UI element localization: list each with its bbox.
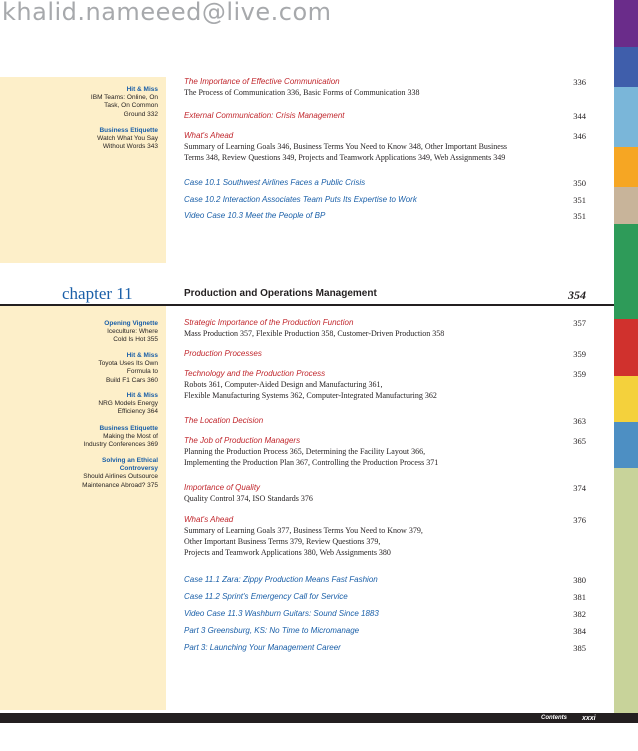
color-tab-3 — [614, 87, 638, 147]
color-tab-9 — [614, 422, 638, 468]
color-tab-1 — [614, 0, 638, 47]
toc-entry-page: 363 — [573, 416, 586, 426]
toc-entry-heading: Video Case 10.3 Meet the People of BP 351 — [184, 211, 586, 221]
sidebar-feature — [0, 457, 158, 490]
sidebar-feature-line: NRG Models Energy — [98, 400, 158, 408]
toc-entry[interactable] — [184, 483, 586, 504]
toc-entry-page: 359 — [573, 369, 586, 379]
toc-entry-topics: Implementing the Production Plan 367, Controlling the Production Process 371 — [184, 458, 439, 467]
sidebar-feature — [0, 352, 158, 385]
toc-entry-page: 381 — [573, 592, 586, 602]
sidebar-feature-line: Maintenance Abroad? 375 — [82, 481, 158, 489]
sidebar-feature-line: Ground 332 — [123, 110, 158, 118]
toc-entry-topics: Terms 348, Review Questions 349, Projects and Teamwork Applications 349, Web Assignments 349 — [184, 153, 506, 162]
sidebar-feature-heading: Business Etiquette — [99, 127, 158, 134]
sidebar-feature — [0, 320, 158, 345]
toc-entry-heading: Importance of Quality 374 — [184, 483, 586, 493]
toc-entry-page: 376 — [573, 515, 586, 525]
toc-entry-topics: Quality Control 374, ISO Standards 376 — [184, 494, 313, 503]
toc-entry-heading: External Communication: Crisis Management 344 — [184, 111, 586, 121]
sidebar-feature — [0, 127, 158, 152]
sidebar-feature-heading: Hit & Miss — [126, 86, 158, 93]
color-tab-10 — [614, 468, 638, 713]
toc-entry-page: 384 — [573, 626, 586, 636]
color-tab-7 — [614, 319, 638, 376]
sidebar-feature-line: Watch What You Say — [97, 135, 158, 143]
toc-entry[interactable] — [184, 626, 586, 636]
toc-entry-page: 385 — [573, 643, 586, 653]
toc-entry-page: 359 — [573, 349, 586, 359]
toc-entry-page: 382 — [573, 609, 586, 619]
toc-entry-page: 365 — [573, 436, 586, 446]
sidebar-feature-heading: Solving an Ethical — [102, 457, 158, 464]
toc-entry-topics: Flexible Manufacturing Systems 362, Computer-Integrated Manufacturing 362 — [184, 391, 437, 400]
toc-entry-heading: Case 11.1 Zara: Zippy Production Means Fast Fashion 380 — [184, 575, 586, 585]
chapter-title[interactable] — [184, 288, 586, 302]
sidebar-feature — [0, 425, 158, 450]
color-tab-2 — [614, 47, 638, 87]
toc-entry-page: 374 — [573, 483, 586, 493]
footer-contents-label: Contents — [541, 715, 567, 721]
toc-entry-heading: Part 3 Greensburg, KS: No Time to Micromanage 384 — [184, 626, 586, 636]
chapter-page: 354 — [568, 288, 586, 302]
toc-entry[interactable] — [184, 111, 586, 121]
sidebar-feature-heading: Business Etiquette — [99, 425, 158, 432]
sidebar-feature-line: Efficiency 364 — [117, 408, 158, 416]
toc-entry[interactable] — [184, 318, 586, 339]
toc-entry-topics: Other Important Business Terms 379, Review Questions 379, — [184, 537, 381, 546]
toc-entry-topics: Summary of Learning Goals 346, Business Terms You Need to Know 348, Other Important Business — [184, 142, 508, 151]
email-watermark: khalid.nameeed@live.com — [2, 0, 332, 26]
sidebar-feature-line: Build F1 Cars 360 — [105, 376, 158, 384]
toc-entry-heading: Case 10.1 Southwest Airlines Faces a Public Crisis 350 — [184, 178, 586, 188]
chapter-label: chapter 11 — [62, 284, 133, 303]
toc-entry-topics: Mass Production 357, Flexible Production 358, Customer-Driven Production 358 — [184, 329, 445, 338]
toc-entry[interactable] — [184, 592, 586, 602]
toc-entry-page: 380 — [573, 575, 586, 585]
toc-entry-topics: Summary of Learning Goals 377, Business Terms You Need to Know 379, — [184, 526, 423, 535]
toc-entry-heading: Strategic Importance of the Production Function 357 — [184, 318, 586, 328]
sidebar-feature-heading: Hit & Miss — [126, 392, 158, 399]
toc-entry-page: 351 — [573, 195, 586, 205]
toc-entry-page: 357 — [573, 318, 586, 328]
toc-entry[interactable] — [184, 77, 586, 98]
sidebar-feature-line: Iceculture: Where — [107, 328, 158, 336]
sidebar-feature-line: Task, On Common — [104, 102, 158, 110]
toc-entry-heading: Production Processes 359 — [184, 349, 586, 359]
toc-entry-topics: Robots 361, Computer-Aided Design and Manufacturing 361, — [184, 380, 383, 389]
toc-entry-topics: Projects and Teamwork Applications 380, Web Assignments 380 — [184, 548, 391, 557]
toc-entry[interactable] — [184, 211, 586, 221]
toc-entry[interactable] — [184, 416, 586, 426]
sidebar-feature-line: Formula to — [126, 368, 158, 376]
footer-page-number: xxxi — [582, 715, 596, 722]
color-tab-8 — [614, 376, 638, 422]
toc-entry-heading: Case 10.2 Interaction Associates Team Puts Its Expertise to Work 351 — [184, 195, 586, 205]
toc-entry-heading: The Location Decision 363 — [184, 416, 586, 426]
toc-entry-page: 351 — [573, 211, 586, 221]
sidebar-feature-line: Toyota Uses Its Own — [98, 360, 158, 368]
toc-entry-page: 336 — [573, 77, 586, 87]
sidebar-feature-heading: Controversy — [119, 465, 158, 473]
toc-entry-topics: Planning the Production Process 365, Determining the Facility Layout 366, — [184, 447, 426, 456]
toc-entry[interactable] — [184, 515, 586, 558]
sidebar-feature — [0, 392, 158, 417]
sidebar-feature — [0, 86, 158, 119]
toc-entry-page: 350 — [573, 178, 586, 188]
toc-entry[interactable] — [184, 609, 586, 619]
sidebar-feature-line: Without Words 343 — [102, 143, 158, 151]
toc-entry-page: 344 — [573, 111, 586, 121]
toc-entry[interactable] — [184, 349, 586, 359]
sidebar-feature-line: Industry Conferences 369 — [83, 441, 158, 449]
color-tab-4 — [614, 147, 638, 187]
color-tab-5 — [614, 187, 638, 224]
toc-entry-topics: The Process of Communication 336, Basic Forms of Communication 338 — [184, 88, 420, 97]
toc-entry-heading: Case 11.2 Sprint's Emergency Call for Service 381 — [184, 592, 586, 602]
toc-entry-heading: Part 3: Launching Your Management Career 385 — [184, 643, 586, 653]
toc-entry[interactable] — [184, 643, 586, 653]
sidebar-feature-line: Should Airlines Outsource — [83, 473, 158, 481]
chapter-title-text: Production and Operations Management — [184, 288, 377, 299]
toc-entry[interactable] — [184, 369, 586, 401]
sidebar-feature-heading: Opening Vignette — [104, 320, 158, 327]
toc-entry[interactable] — [184, 575, 586, 585]
sidebar-feature-line: Making the Most of — [103, 433, 158, 441]
toc-entry-heading: What's Ahead 376 — [184, 515, 586, 525]
toc-entry[interactable] — [184, 131, 586, 163]
toc-entry[interactable] — [184, 178, 586, 188]
toc-entry-heading: What's Ahead 346 — [184, 131, 586, 141]
color-tab-6 — [614, 224, 638, 319]
toc-entry-heading: Technology and the Production Process 359 — [184, 369, 586, 379]
toc-entry-heading: The Importance of Effective Communication 336 — [184, 77, 586, 87]
chapter-divider — [0, 304, 614, 306]
toc-entry-page: 346 — [573, 131, 586, 141]
toc-entry[interactable] — [184, 195, 586, 205]
sidebar-feature-heading: Hit & Miss — [126, 352, 158, 359]
sidebar-feature-line: Cold Is Hot 355 — [113, 336, 158, 344]
toc-entry[interactable] — [184, 436, 586, 468]
sidebar-feature-line: IBM Teams: Online, On — [90, 94, 158, 102]
toc-entry-heading: The Job of Production Managers 365 — [184, 436, 586, 446]
toc-entry-heading: Video Case 11.3 Washburn Guitars: Sound Since 1883 382 — [184, 609, 586, 619]
